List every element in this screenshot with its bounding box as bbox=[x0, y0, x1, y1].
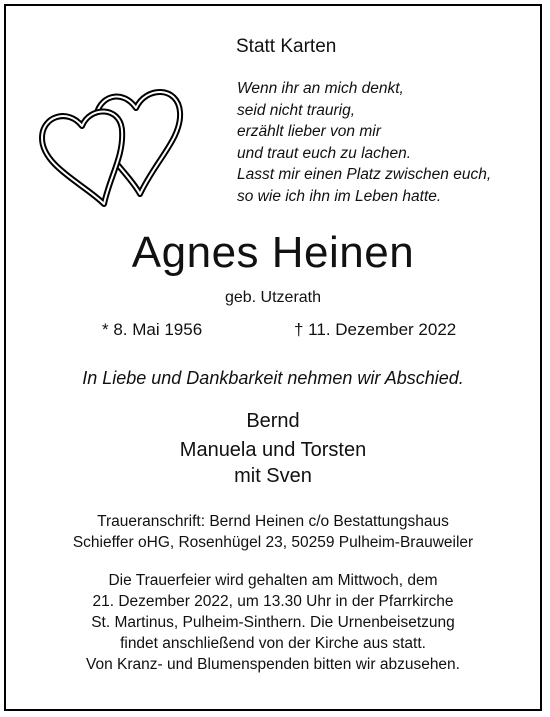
birth-name: geb. Utzerath bbox=[224, 289, 322, 306]
address-line: Schieffer oHG, Rosenhügel 23, 50259 Pulheim-Brauweiler bbox=[72, 534, 474, 551]
two-hearts-icon bbox=[32, 80, 192, 210]
birth-date: * 8. Mai 1956 bbox=[102, 320, 203, 339]
funeral-line: 21. Dezember 2022, um 13.30 Uhr in der Pfarrkirche bbox=[92, 593, 454, 610]
farewell-line: In Liebe und Dankbarkeit nehmen wir Abschied. bbox=[82, 368, 464, 388]
funeral-details bbox=[6, 570, 540, 675]
family-member: Manuela und Torsten bbox=[179, 439, 367, 461]
funeral-line: findet anschließend von der Kirche aus statt. bbox=[120, 635, 426, 652]
funeral-line: Die Trauerfeier wird gehalten am Mittwoch, dem bbox=[108, 572, 438, 589]
funeral-line: St. Martinus, Pulheim-Sinthern. Die Urnenbeisetzung bbox=[91, 614, 455, 631]
poem-line: Lasst mir einen Platz zwischen euch, bbox=[237, 166, 492, 183]
statt-karten-label: Statt Karten bbox=[236, 36, 337, 57]
poem-line: erzählt lieber von mir bbox=[237, 123, 381, 140]
poem-line: Wenn ihr an mich denkt, bbox=[237, 80, 404, 97]
family-member: Bernd bbox=[246, 410, 300, 432]
obituary-notice bbox=[4, 4, 542, 711]
death-date: † 11. Dezember 2022 bbox=[294, 320, 457, 339]
family-member: mit Sven bbox=[234, 465, 312, 487]
poem-line: und traut euch zu lachen. bbox=[237, 144, 412, 162]
poem-line: so wie ich ihn im Leben hatte. bbox=[237, 187, 442, 205]
poem bbox=[237, 78, 491, 207]
funeral-line: Von Kranz- und Blumenspenden bitten wir abzusehen. bbox=[86, 656, 460, 673]
mourning-address bbox=[6, 511, 540, 553]
poem-line: seid nicht traurig, bbox=[237, 101, 356, 119]
deceased-name: Agnes Heinen bbox=[131, 228, 415, 277]
address-line: Traueranschrift: Bernd Heinen c/o Bestattungshaus bbox=[97, 513, 449, 530]
